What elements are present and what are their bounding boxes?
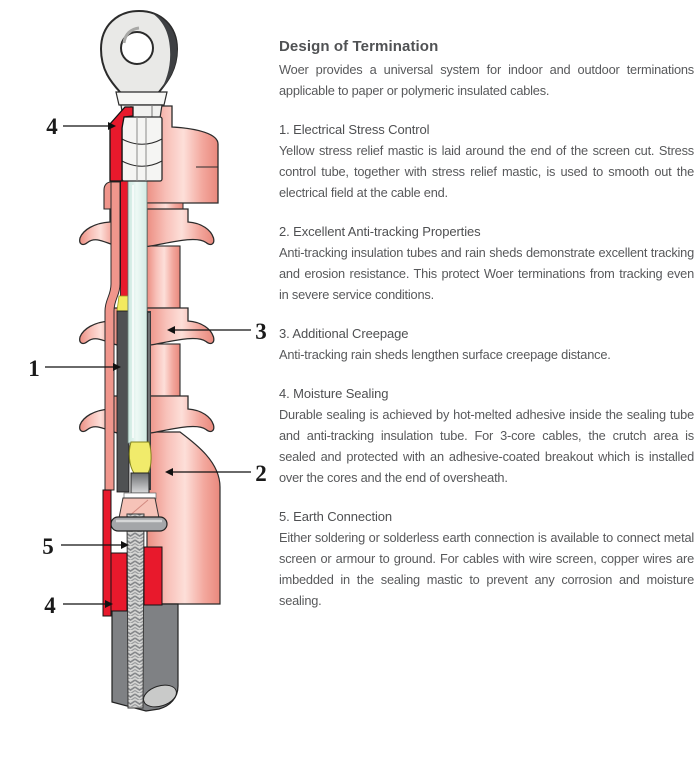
section-heading: 5. Earth Connection [279, 509, 393, 524]
constant-force-spring [111, 517, 167, 531]
body-column-2 [147, 344, 180, 396]
stress-relief-layer-red [121, 181, 129, 297]
section-body: Anti-tracking insulation tubes and rain sheds demonstrate excellent tracking and erosion resistance. This protect Woer terminations from tracking even in severe service conditions. [279, 245, 694, 302]
section-heading: 1. Electrical Stress Control [279, 122, 430, 137]
stress-control-tube [117, 311, 129, 492]
section-anti-tracking [279, 221, 694, 305]
cable-insulation [128, 181, 147, 443]
callout-5: 5 [42, 534, 54, 559]
intro-paragraph: Woer provides a universal system for indoor and outdoor terminations applicable to paper or polymeric insulated cables. [279, 62, 694, 98]
callout-1: 1 [28, 356, 40, 381]
section-body: Anti-tracking rain sheds lengthen surface creepage distance. [279, 347, 611, 362]
page-title: Design of Termination [279, 38, 439, 55]
callout-3: 3 [255, 319, 267, 344]
termination-diagram [0, 0, 270, 757]
section-earth-connection [279, 506, 694, 611]
sealing-tube-bottom [103, 490, 111, 616]
sealing-mastic-left [109, 553, 127, 611]
content-column [279, 36, 694, 611]
lug-palm [116, 92, 167, 105]
section-additional-creepage [279, 323, 694, 365]
section-body: Yellow stress relief mastic is laid around the end of the screen cut. Stress control tube, together with stress relief mastic, is used to smooth out the electrical field at the cable end. [279, 143, 694, 200]
crimp-barrel [122, 117, 162, 181]
earth-braid [127, 514, 144, 708]
section-body: Durable sealing is achieved by hot-melted adhesive inside the sealing tube and anti-tracking insulation tube. For 3-core cables, the crutch area is sealed and protected with an adhesive-coated breakout which is installed over the cores and the end of oversheath. [279, 407, 694, 485]
section-heading: 2. Excellent Anti-tracking Properties [279, 224, 481, 239]
stress-relief-mastic-blob [129, 442, 151, 473]
body-column-1 [147, 246, 180, 308]
section-heading: 3. Additional Creepage [279, 326, 409, 341]
section-electrical-stress-control [279, 119, 694, 203]
yellow-mastic-screen-cut [117, 296, 128, 311]
cable-lug [101, 11, 177, 118]
callout-4-top: 4 [46, 114, 58, 139]
callout-4-bottom: 4 [44, 593, 56, 618]
sealing-mastic-right [144, 547, 162, 605]
metallic-screen-end [131, 473, 149, 493]
section-body: Either soldering or solderless earth connection is available to connect metal screen or armour to ground. For cables with wire screen, copper wires are imbedded in the sealing mastic to prevent any corrosion and moisture sealing. [279, 530, 694, 608]
callout-2: 2 [255, 461, 267, 486]
section-heading: 4. Moisture Sealing [279, 386, 389, 401]
section-moisture-sealing [279, 383, 694, 488]
